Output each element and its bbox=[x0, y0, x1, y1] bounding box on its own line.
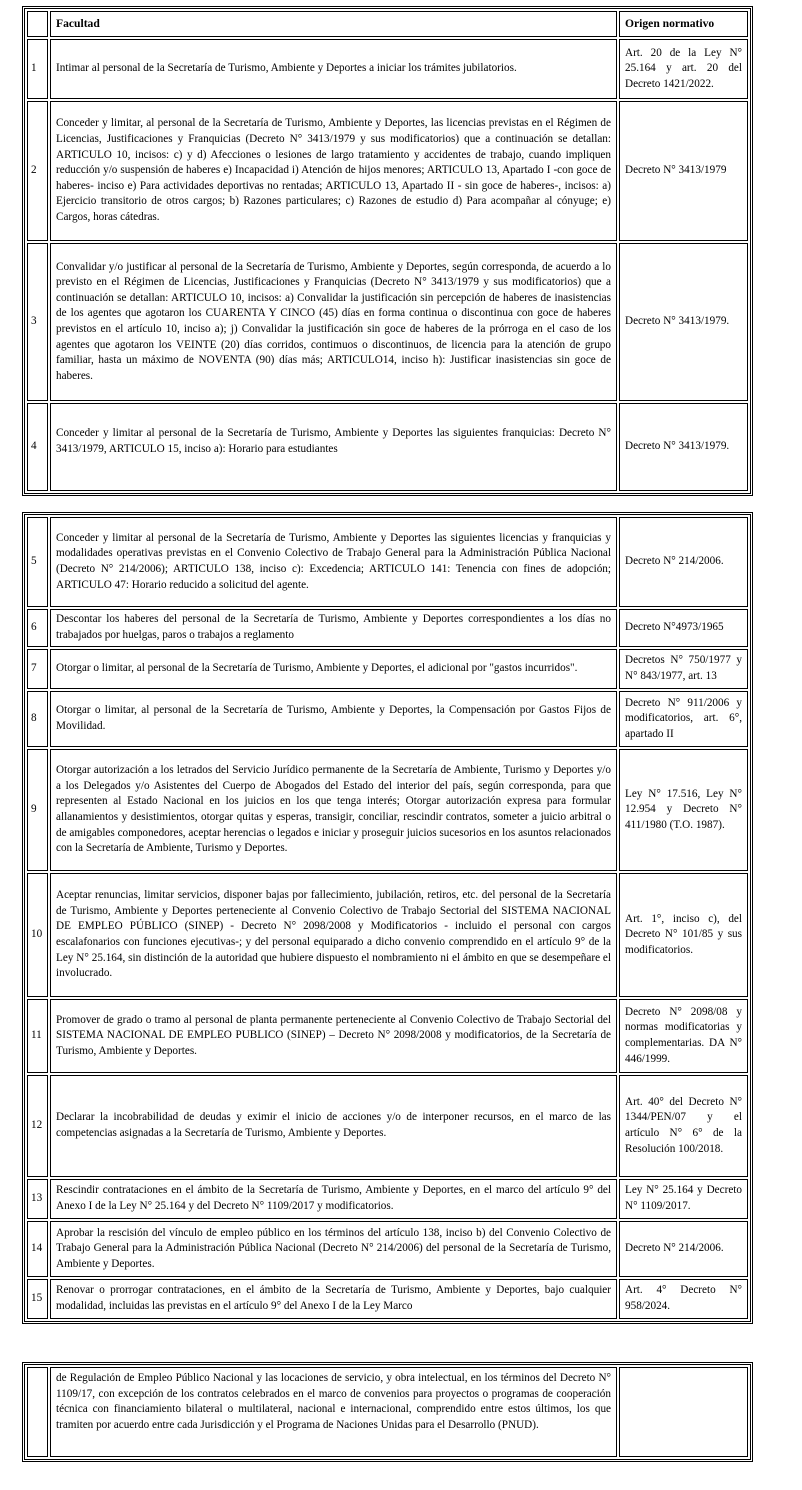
row-number: 1 bbox=[27, 39, 48, 99]
table-row bbox=[27, 1221, 748, 1277]
row-number: 14 bbox=[27, 1221, 48, 1277]
row-origen: Decreto N° 214/2006. bbox=[619, 1221, 748, 1277]
row-origen: Decreto N° 3413/1979 bbox=[619, 101, 748, 241]
table-row bbox=[27, 517, 748, 607]
row-number: 15 bbox=[27, 1279, 48, 1319]
row-origen: Decreto N° 2098/08 y normas modificatorias y complementarias. DA N° 446/1999. bbox=[619, 999, 748, 1073]
row-number: 13 bbox=[27, 1179, 48, 1219]
row-facultad: Rescindir contrataciones en el ámbito de la Secretaría de Turismo, Ambiente y Deportes, en el marco del artículo 9° del Anexo I de la Ley N° 25.164 y del Decreto N° 1109/2017 y modificatorios. bbox=[50, 1179, 617, 1219]
row-origen: Decreto N° 3413/1979. bbox=[619, 243, 748, 401]
row-number bbox=[27, 1367, 48, 1457]
row-facultad: Convalidar y/o justificar al personal de la Secretaría de Turismo, Ambiente y Deportes, según corresponda, de acuerdo a lo previsto en el Régimen de Licencias, Justificaciones y Franquicias (Decreto N° 3413/1979 y sus modificatorios) que a continuación se detallan: ARTICULO 10, incisos: a) Convalidar la justificación sin percepción de haberes de inasistencias de los agentes que agotaron los CUARENTA Y CINCO (45) días en forma continua o discontinua con goce de haberes previstos en el artículo 10, inciso a); j) Convalidar la justificación sin goce de haberes de la prórroga en el caso de los agentes que agotaron los VEINTE (20) días corridos, contimuos o discontinuos, de licencia para la atención de grupo familiar, hasta un máximo de NOVENTA (90) días más; ARTICULO14, inciso h): Justificar inasistencias sin goce de haberes. bbox=[50, 243, 617, 401]
row-facultad: Otorgar o limitar, al personal de la Secretaría de Turismo, Ambiente y Deportes, el adicional por "gastos incurridos". bbox=[50, 649, 617, 689]
row-facultad: Aceptar renuncias, limitar servicios, disponer bajas por fallecimiento, jubilación, retiros, etc. del personal de la Secretaría de Turismo, Ambiente y Deportes perteneciente al Convenio Colectivo de Trabajo Sectorial del SISTEMA NACIONAL DE EMPLEO PÚBLICO (SINEP) - Decreto N° 2098/2008 y Modificatorios - incluido el personal con cargos escalafonarios con funciones ejecutivas-; y del personal equiparado a dicho convenio comprendido en el artículo 9° de la Ley N° 25.164, sin distinción de la autoridad que hubiere dispuesto el nombramiento ni el ámbito en que se desempeñare el involucrado. bbox=[50, 873, 617, 997]
row-number: 9 bbox=[27, 749, 48, 871]
row-origen: Art. 20 de la Ley N° 25.164 y art. 20 del Decreto 1421/2022. bbox=[619, 39, 748, 99]
table-row bbox=[27, 1367, 748, 1457]
table-row bbox=[27, 999, 748, 1073]
row-facultad: de Regulación de Empleo Público Nacional y las locaciones de servicio, y obra intelectual, en los términos del Decreto N° 1109/17, con excepción de los contratos celebrados en el marco de convenios para proyectos o programas de cooperación técnica con financiamiento bilateral o multilateral, nacional e internacional, comprendido entre estos últimos, los que tramiten por acuerdo entre cada Jurisdicción y el Programa de Naciones Unidas para el Desarrollo (PNUD). bbox=[50, 1367, 617, 1457]
row-origen: Art. 1°, inciso c), del Decreto N° 101/85 y sus modificatorios. bbox=[619, 873, 748, 997]
header-num-cell bbox=[27, 11, 48, 37]
facultades-table-part-1 bbox=[22, 6, 753, 496]
row-origen: Decreto N° 214/2006. bbox=[619, 517, 748, 607]
table-header-row bbox=[27, 11, 748, 37]
row-facultad: Declarar la incobrabilidad de deudas y eximir el inicio de acciones y/o de interponer recursos, en el marco de las competencias asignadas a la Secretaría de Turismo, Ambiente y Deportes. bbox=[50, 1075, 617, 1177]
table-row bbox=[27, 101, 748, 241]
row-number: 2 bbox=[27, 101, 48, 241]
row-origen: Art. 40° del Decreto N° 1344/PEN/07 y el artículo N° 6° de la Resolución 100/2018. bbox=[619, 1075, 748, 1177]
row-number: 5 bbox=[27, 517, 48, 607]
table-row bbox=[27, 749, 748, 871]
table-row bbox=[27, 1075, 748, 1177]
header-origen-normativo: Origen normativo bbox=[619, 11, 748, 37]
row-facultad: Conceder y limitar, al personal de la Secretaría de Turismo, Ambiente y Deportes, las licencias previstas en el Régimen de Licencias, Justificaciones y Franquicias (Decreto N° 3413/1979 y sus modificatorios) que a continuación se detallan: ARTICULO 10, incisos: c) y d) Afecciones o lesiones de largo tratamiento y accidentes de trabajo, cuando impliquen reducción y/o suspensión de haberes e) Incapacidad i) Atención de hijos menores; ARTICULO 13, Apartado I -con goce de haberes- inciso e) Para actividades deportivas no rentadas; ARTICULO 13, Apartado II - sin goce de haberes-, incisos: a) Ejercicio transitorio de otros cargos; b) Razones particulares; c) Razones de estudio d) Para acompañar al cónyuge; e) Cargos, horas cátedras. bbox=[50, 101, 617, 241]
row-facultad: Conceder y limitar al personal de la Secretaría de Turismo, Ambiente y Deportes las siguientes franquicias: Decreto N° 3413/1979, ARTICULO 15, inciso a): Horario para estudiantes bbox=[50, 403, 617, 491]
row-facultad: Otorgar o limitar, al personal de la Secretaría de Turismo, Ambiente y Deportes, la Compensación por Gastos Fijos de Movilidad. bbox=[50, 691, 617, 747]
table-row bbox=[27, 1279, 748, 1319]
facultades-table-part-3 bbox=[22, 1362, 753, 1462]
header-facultad: Facultad bbox=[50, 11, 617, 37]
row-origen: Decreto N°4973/1965 bbox=[619, 609, 748, 647]
row-number: 4 bbox=[27, 403, 48, 491]
row-facultad: Aprobar la rescisión del vínculo de empleo público en los términos del artículo 138, inciso b) del Convenio Colectivo de Trabajo General para la Administración Pública Nacional (Decreto N° 214/2006) del personal de la Secretaría de Turismo, Ambiente y Deportes. bbox=[50, 1221, 617, 1277]
row-number: 8 bbox=[27, 691, 48, 747]
row-origen: Decreto N° 3413/1979. bbox=[619, 403, 748, 491]
row-facultad: Descontar los haberes del personal de la Secretaría de Turismo, Ambiente y Deportes correspondientes a los días no trabajados por huelgas, paros o trabajos a reglamento bbox=[50, 609, 617, 647]
table-row bbox=[27, 649, 748, 689]
row-number: 11 bbox=[27, 999, 48, 1073]
facultades-table-part-2 bbox=[22, 512, 753, 1324]
row-facultad: Renovar o prorrogar contrataciones, en el ámbito de la Secretaría de Turismo, Ambiente y Deportes, bajo cualquier modalidad, incluidas las previstas en el artículo 9° del Anexo I de la Ley Marco bbox=[50, 1279, 617, 1319]
row-number: 3 bbox=[27, 243, 48, 401]
row-origen: Ley N° 17.516, Ley N° 12.954 y Decreto N° 411/1980 (T.O. 1987). bbox=[619, 749, 748, 871]
table-row bbox=[27, 1179, 748, 1219]
table-row bbox=[27, 243, 748, 401]
row-facultad: Promover de grado o tramo al personal de planta permanente perteneciente al Convenio Colectivo de Trabajo Sectorial del SISTEMA NACIONAL DE EMPLEO PUBLICO (SINEP) – Decreto N° 2098/2008 y modificatorios, de la Secretaría de Turismo, Ambiente y Deportes. bbox=[50, 999, 617, 1073]
row-origen: Art. 4° Decreto N° 958/2024. bbox=[619, 1279, 748, 1319]
row-number: 12 bbox=[27, 1075, 48, 1177]
table-row bbox=[27, 609, 748, 647]
row-number: 10 bbox=[27, 873, 48, 997]
row-number: 6 bbox=[27, 609, 48, 647]
table-row bbox=[27, 39, 748, 99]
table-row bbox=[27, 691, 748, 747]
row-origen bbox=[619, 1367, 748, 1457]
row-origen: Decreto N° 911/2006 y modificatorios, art. 6°, apartado II bbox=[619, 691, 748, 747]
row-facultad: Conceder y limitar al personal de la Secretaría de Turismo, Ambiente y Deportes las siguientes licencias y franquicias y modalidades operativas previstas en el Convenio Colectivo de Trabajo General para la Administración Pública Nacional (Decreto N° 214/2006); ARTICULO 138, inciso c): Excedencia; ARTICULO 141: Tenencia con fines de adopción; ARTICULO 47: Horario reducido a solicitud del agente. bbox=[50, 517, 617, 607]
row-origen: Ley N° 25.164 y Decreto N° 1109/2017. bbox=[619, 1179, 748, 1219]
table-row bbox=[27, 403, 748, 491]
row-number: 7 bbox=[27, 649, 48, 689]
row-facultad: Intimar al personal de la Secretaría de Turismo, Ambiente y Deportes a iniciar los trámites jubilatorios. bbox=[50, 39, 617, 99]
table-row bbox=[27, 873, 748, 997]
row-facultad: Otorgar autorización a los letrados del Servicio Jurídico permanente de la Secretaría de Ambiente, Turismo y Deportes y/o a los Delegados y/o Asistentes del Cuerpo de Abogados del Estado del interior del país, según corresponda, para que representen al Estado Nacional en los juicios en los que tenga interés; Otorgar autorización expresa para formular allanamientos y desistimientos, otorgar quitas y esperas, transigir, conciliar, rescindir contratos, someter a juicio arbitral o de amigables componedores, aceptar herencias o legados e iniciar y proseguir juicios sucesorios en los asuntos relacionados con la Secretaría de Ambiente, Turismo y Deportes. bbox=[50, 749, 617, 871]
row-origen: Decretos N° 750/1977 y N° 843/1977, art. 13 bbox=[619, 649, 748, 689]
